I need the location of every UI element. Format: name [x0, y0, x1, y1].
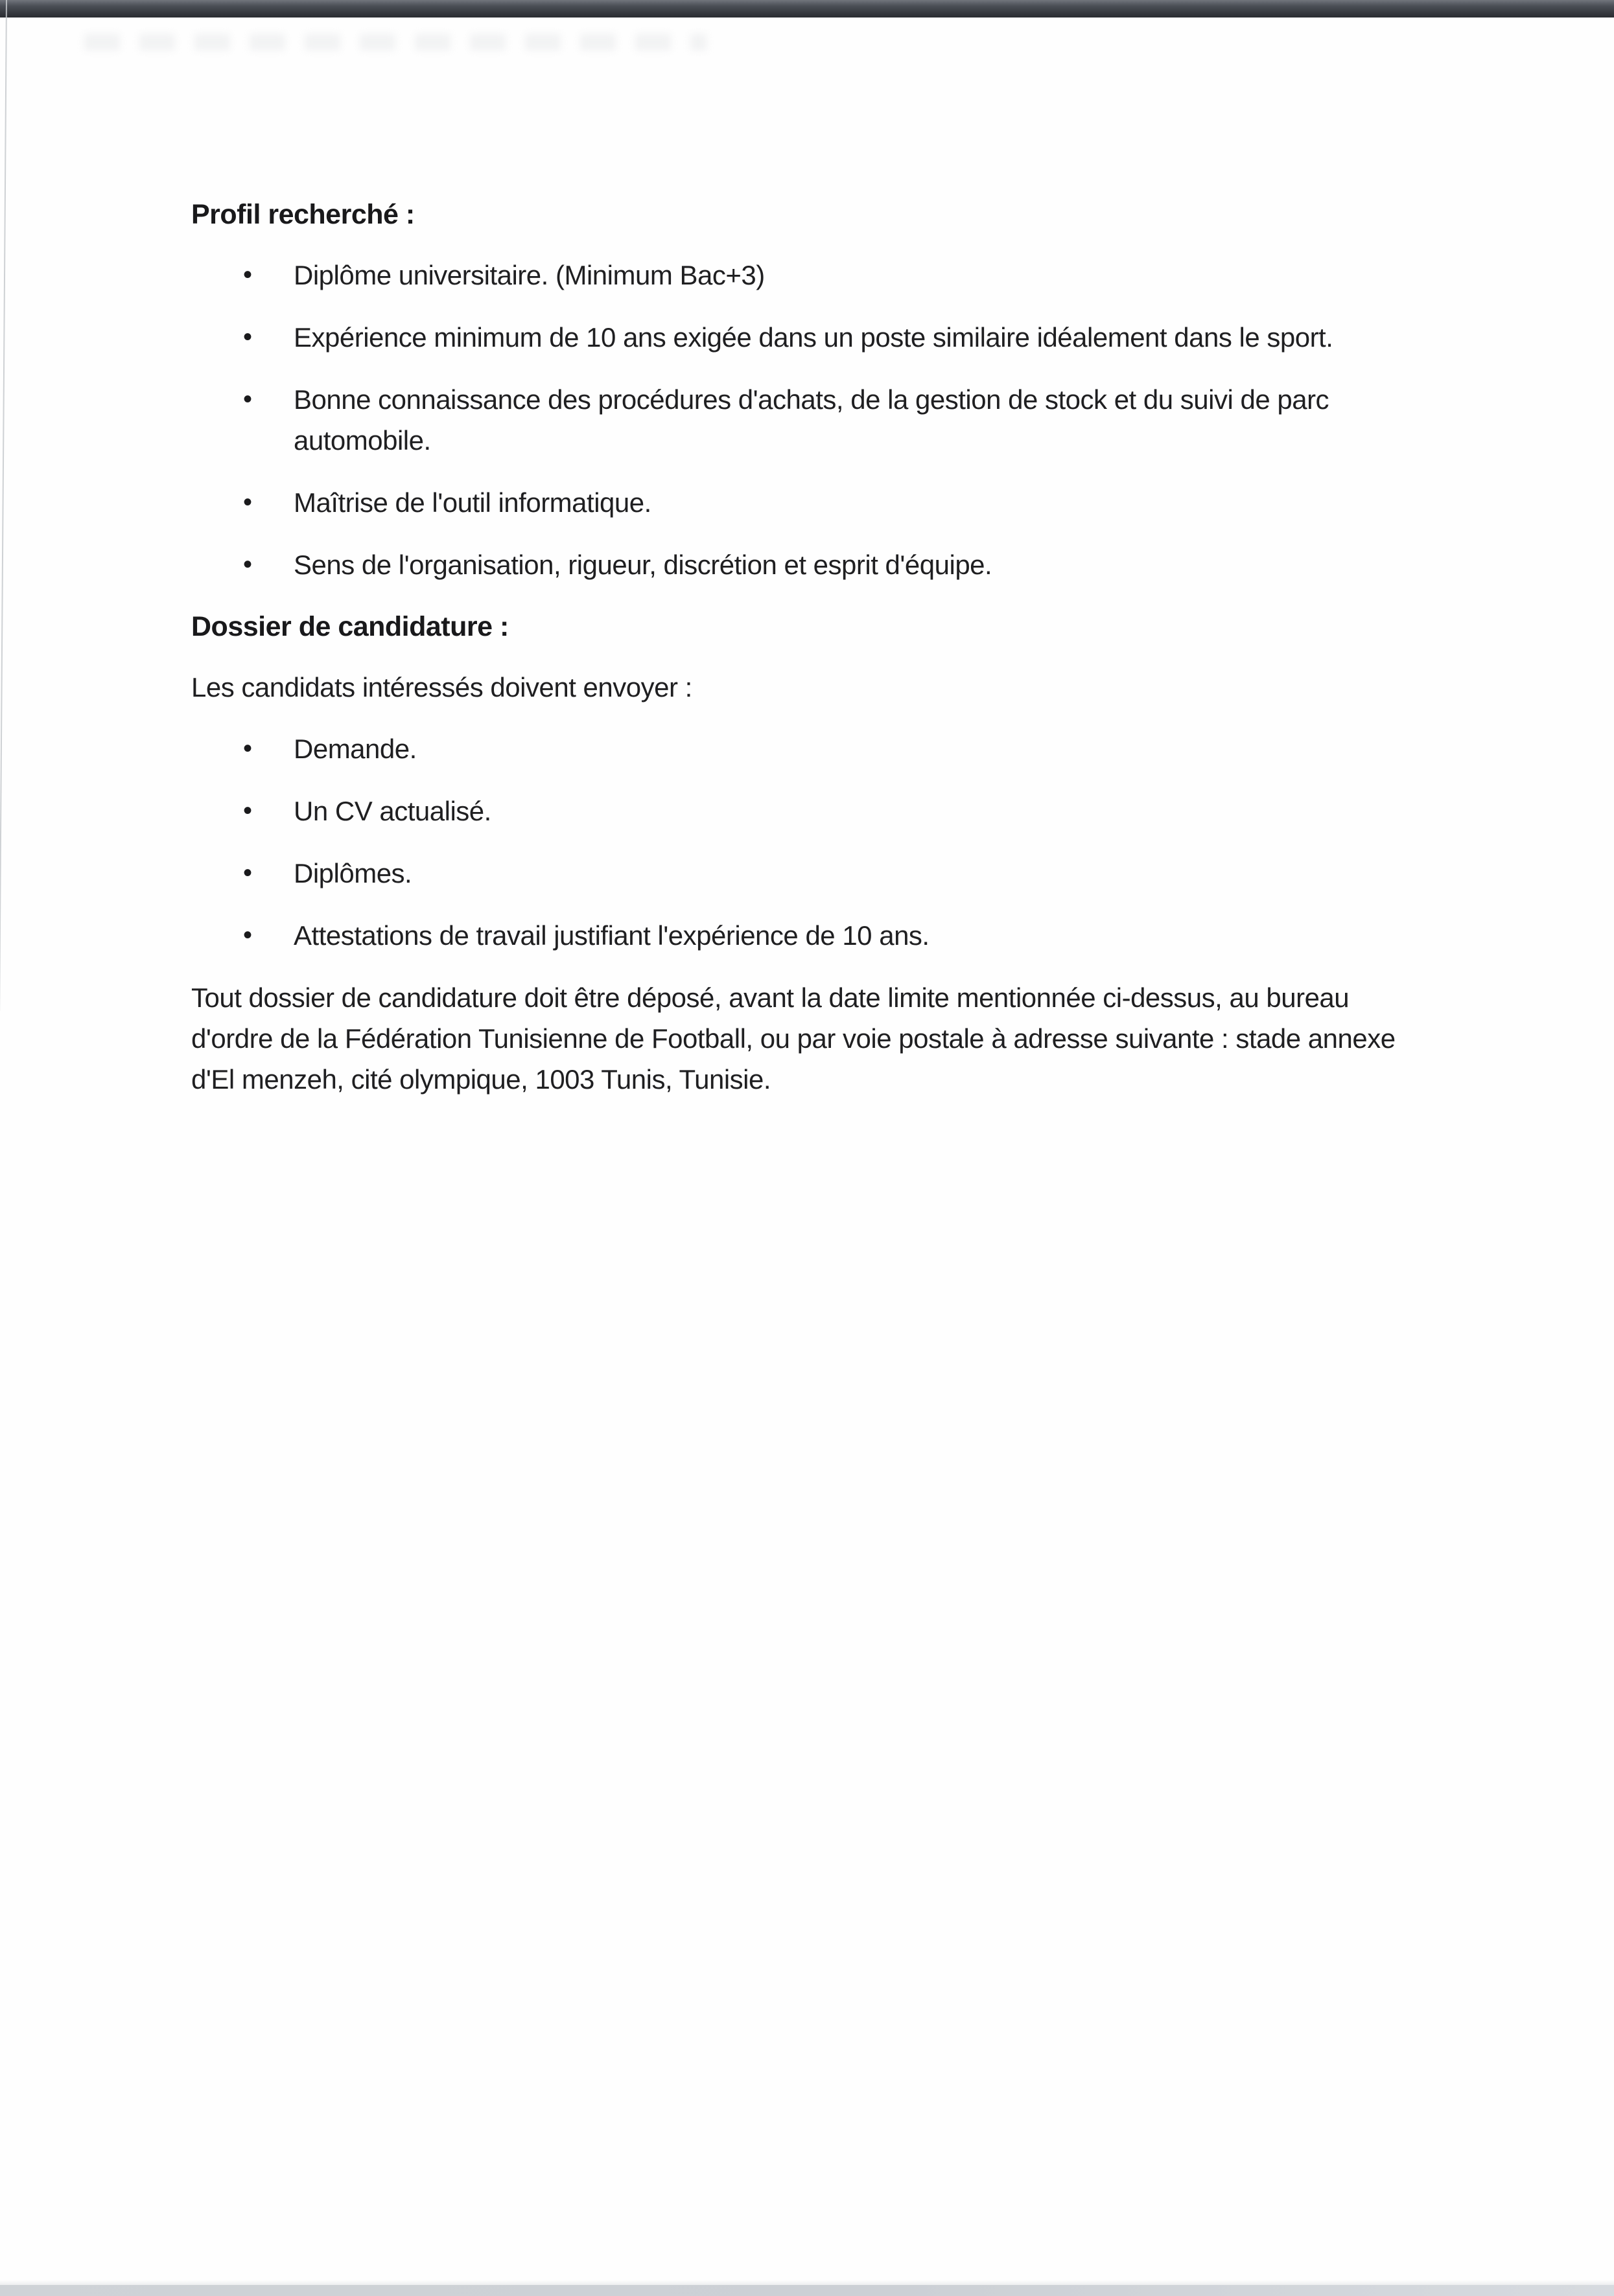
list-item — [191, 853, 1423, 894]
list-item-text: Bonne connaissance des procédures d'achats, de la gestion de stock et du suivi de parc automobile. — [294, 384, 1329, 456]
list-item-text: Attestations de travail justifiant l'expérience de 10 ans. — [294, 920, 930, 951]
bullet-icon: • — [243, 323, 252, 351]
list-item — [191, 317, 1423, 358]
dossier-intro-text: Les candidats intéressés doivent envoyer : — [191, 672, 692, 702]
list-item-text: Diplôme universitaire. (Minimum Bac+3) — [294, 260, 765, 290]
paper-left-edge — [0, 0, 7, 1011]
document-body — [191, 194, 1423, 1100]
list-item — [191, 255, 1423, 296]
bullet-icon: • — [243, 550, 252, 579]
list-item — [191, 379, 1423, 461]
paper-bottom-shadow — [0, 2280, 1614, 2285]
list-item-text: Maîtrise de l'outil informatique. — [294, 487, 651, 518]
list-item — [191, 482, 1423, 523]
bullet-icon: • — [243, 796, 252, 825]
bullet-icon: • — [243, 261, 252, 289]
list-item-text: Diplômes. — [294, 858, 412, 888]
bullet-icon: • — [243, 385, 252, 413]
scan-bottom-edge — [0, 2285, 1614, 2296]
list-item — [191, 915, 1423, 956]
list-item — [191, 728, 1423, 769]
dossier-closing-paragraph: Tout dossier de candidature doit être déposé, avant la date limite mentionnée ci-dessus, au bureau d'ordre de la Fédération Tunisienne de Football, ou par voie postale à adresse suivante : stade annexe d'El menzeh, cité olympique, 1003 Tunis, Tunisie. — [191, 982, 1396, 1095]
list-item-text: Demande. — [294, 734, 417, 764]
bullet-icon: • — [243, 734, 252, 763]
bullet-icon: • — [243, 859, 252, 887]
scan-top-edge — [0, 0, 1614, 17]
dossier-bullet-list — [191, 728, 1423, 956]
section-heading-profil: Profil recherché : — [191, 199, 415, 230]
bullet-icon: • — [243, 488, 252, 516]
list-item — [191, 544, 1423, 585]
list-item-text: Un CV actualisé. — [294, 796, 491, 826]
bullet-icon: • — [243, 921, 252, 949]
bleed-through-smudge — [84, 34, 707, 51]
section-heading-dossier: Dossier de candidature : — [191, 611, 509, 642]
profil-bullet-list — [191, 255, 1423, 585]
list-item-text: Expérience minimum de 10 ans exigée dans un poste similaire idéalement dans le sport. — [294, 322, 1333, 353]
list-item-text: Sens de l'organisation, rigueur, discrétion et esprit d'équipe. — [294, 550, 992, 580]
list-item — [191, 791, 1423, 831]
